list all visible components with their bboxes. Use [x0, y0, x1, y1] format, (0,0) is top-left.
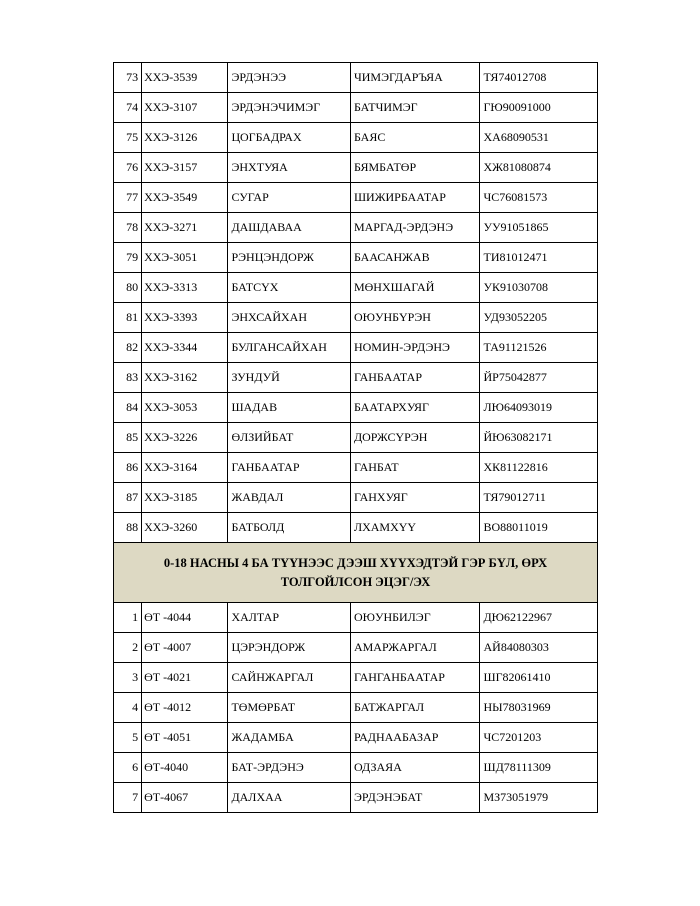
registration-number-cell: ВО88011019 [480, 513, 598, 543]
section-title: 0-18 НАСНЫ 4 БА ТҮҮНЭЭС ДЭЭШ ХҮҮХЭДТЭЙ ГЭР БҮЛ, ӨРХ ТОЛГОЙЛСОН ЭЦЭГ/ЭХ [114, 543, 598, 603]
given-name-cell: БУЛГАНСАЙХАН [228, 333, 351, 363]
household-code-cell: ӨТ -4012 [142, 693, 228, 723]
given-name-cell: БАТБОЛД [228, 513, 351, 543]
second-name-cell: МӨНХШАГАЙ [350, 273, 480, 303]
row-number-cell: 3 [114, 663, 142, 693]
registration-number-cell: ЧС7201203 [480, 723, 598, 753]
second-name-cell: БАТЖАРГАЛ [350, 693, 480, 723]
row-number-cell: 80 [114, 273, 142, 303]
registration-number-cell: ХЖ81080874 [480, 153, 598, 183]
given-name-cell: ТӨМӨРБАТ [228, 693, 351, 723]
second-name-cell: АМАРЖАРГАЛ [350, 633, 480, 663]
table-row [114, 453, 598, 483]
row-number-cell: 1 [114, 603, 142, 633]
household-code-cell: ХХЭ-3185 [142, 483, 228, 513]
table-row [114, 663, 598, 693]
row-number-cell: 78 [114, 213, 142, 243]
household-code-cell: ХХЭ-3344 [142, 333, 228, 363]
second-name-cell: ЛХАМХҮҮ [350, 513, 480, 543]
table-body [114, 63, 598, 813]
table-row [114, 153, 598, 183]
second-name-cell: ГАНБААТАР [350, 363, 480, 393]
given-name-cell: ЭРДЭНЭЭ [228, 63, 351, 93]
household-code-cell: ӨТ -4021 [142, 663, 228, 693]
row-number-cell: 77 [114, 183, 142, 213]
given-name-cell: ДАШДАВАА [228, 213, 351, 243]
table-row [114, 183, 598, 213]
table-row [114, 93, 598, 123]
given-name-cell: СУГАР [228, 183, 351, 213]
given-name-cell: САЙНЖАРГАЛ [228, 663, 351, 693]
table-row [114, 483, 598, 513]
table-row [114, 693, 598, 723]
row-number-cell: 7 [114, 783, 142, 813]
row-number-cell: 5 [114, 723, 142, 753]
registration-number-cell: ТИ81012471 [480, 243, 598, 273]
household-code-cell: ХХЭ-3126 [142, 123, 228, 153]
household-code-cell: ХХЭ-3162 [142, 363, 228, 393]
registration-number-cell: ЙЮ63082171 [480, 423, 598, 453]
registration-number-cell: ЧС76081573 [480, 183, 598, 213]
household-code-cell: ХХЭ-3051 [142, 243, 228, 273]
registration-number-cell: УД93052205 [480, 303, 598, 333]
household-code-cell: ӨТ -4051 [142, 723, 228, 753]
beneficiary-table [113, 62, 598, 813]
household-code-cell: ХХЭ-3313 [142, 273, 228, 303]
household-code-cell: ХХЭ-3393 [142, 303, 228, 333]
household-code-cell: ХХЭ-3107 [142, 93, 228, 123]
table-row [114, 393, 598, 423]
second-name-cell: ДОРЖСҮРЭН [350, 423, 480, 453]
registration-number-cell: ГЮ90091000 [480, 93, 598, 123]
registration-number-cell: АЙ84080303 [480, 633, 598, 663]
row-number-cell: 83 [114, 363, 142, 393]
second-name-cell: ГАНБАТ [350, 453, 480, 483]
second-name-cell: МАРГАД-ЭРДЭНЭ [350, 213, 480, 243]
row-number-cell: 75 [114, 123, 142, 153]
row-number-cell: 74 [114, 93, 142, 123]
row-number-cell: 86 [114, 453, 142, 483]
second-name-cell: ГАНГАНБААТАР [350, 663, 480, 693]
registration-number-cell: ЙР75042877 [480, 363, 598, 393]
household-code-cell: ӨТ -4007 [142, 633, 228, 663]
registration-number-cell: УК91030708 [480, 273, 598, 303]
given-name-cell: ХАЛТАР [228, 603, 351, 633]
registration-number-cell: НЫ78031969 [480, 693, 598, 723]
row-number-cell: 87 [114, 483, 142, 513]
household-code-cell: ХХЭ-3164 [142, 453, 228, 483]
given-name-cell: ЭРДЭНЭЧИМЭГ [228, 93, 351, 123]
second-name-cell: НОМИН-ЭРДЭНЭ [350, 333, 480, 363]
second-name-cell: БЯМБАТӨР [350, 153, 480, 183]
table-row [114, 633, 598, 663]
second-name-cell: БААТАРХУЯГ [350, 393, 480, 423]
second-name-cell: БАТЧИМЭГ [350, 93, 480, 123]
section-header-row [114, 543, 598, 603]
table-row [114, 603, 598, 633]
household-code-cell: ӨТ-4067 [142, 783, 228, 813]
row-number-cell: 84 [114, 393, 142, 423]
household-code-cell: ХХЭ-3549 [142, 183, 228, 213]
registration-number-cell: ЛЮ64093019 [480, 393, 598, 423]
second-name-cell: БААСАНЖАВ [350, 243, 480, 273]
table-row [114, 513, 598, 543]
row-number-cell: 2 [114, 633, 142, 663]
given-name-cell: ШАДАВ [228, 393, 351, 423]
household-code-cell: ӨТ -4044 [142, 603, 228, 633]
table-row [114, 123, 598, 153]
household-code-cell: ХХЭ-3053 [142, 393, 228, 423]
given-name-cell: ЭНХСАЙХАН [228, 303, 351, 333]
table-row [114, 783, 598, 813]
given-name-cell: БАТСҮХ [228, 273, 351, 303]
given-name-cell: ЖАДАМБА [228, 723, 351, 753]
table-row [114, 273, 598, 303]
table-row [114, 753, 598, 783]
second-name-cell: ОДЗАЯА [350, 753, 480, 783]
household-code-cell: ХХЭ-3157 [142, 153, 228, 183]
registration-number-cell: ХА68090531 [480, 123, 598, 153]
given-name-cell: ГАНБААТАР [228, 453, 351, 483]
household-code-cell: ХХЭ-3226 [142, 423, 228, 453]
given-name-cell: РЭНЦЭНДОРЖ [228, 243, 351, 273]
row-number-cell: 82 [114, 333, 142, 363]
given-name-cell: ЖАВДАЛ [228, 483, 351, 513]
row-number-cell: 76 [114, 153, 142, 183]
registration-number-cell: УУ91051865 [480, 213, 598, 243]
registration-number-cell: ТЯ74012708 [480, 63, 598, 93]
second-name-cell: ГАНХУЯГ [350, 483, 480, 513]
second-name-cell: ШИЖИРБААТАР [350, 183, 480, 213]
table-row [114, 363, 598, 393]
given-name-cell: ӨЛЗИЙБАТ [228, 423, 351, 453]
given-name-cell: ЦОГБАДРАХ [228, 123, 351, 153]
given-name-cell: ЭНХТУЯА [228, 153, 351, 183]
given-name-cell: БАТ-ЭРДЭНЭ [228, 753, 351, 783]
table-row [114, 63, 598, 93]
second-name-cell: ОЮУНБИЛЭГ [350, 603, 480, 633]
household-code-cell: ӨТ-4040 [142, 753, 228, 783]
row-number-cell: 79 [114, 243, 142, 273]
table-row [114, 333, 598, 363]
household-code-cell: ХХЭ-3260 [142, 513, 228, 543]
second-name-cell: БАЯС [350, 123, 480, 153]
second-name-cell: РАДНААБАЗАР [350, 723, 480, 753]
row-number-cell: 88 [114, 513, 142, 543]
table-row [114, 423, 598, 453]
given-name-cell: ЦЭРЭНДОРЖ [228, 633, 351, 663]
registration-number-cell: ТЯ79012711 [480, 483, 598, 513]
registration-number-cell: ШД78111309 [480, 753, 598, 783]
second-name-cell: ЧИМЭГДАРЪЯА [350, 63, 480, 93]
table-row [114, 303, 598, 333]
table-row [114, 243, 598, 273]
registration-number-cell: МЗ73051979 [480, 783, 598, 813]
registration-number-cell: ХК81122816 [480, 453, 598, 483]
registration-number-cell: ДЮ62122967 [480, 603, 598, 633]
row-number-cell: 6 [114, 753, 142, 783]
household-code-cell: ХХЭ-3271 [142, 213, 228, 243]
registration-number-cell: ШГ82061410 [480, 663, 598, 693]
second-name-cell: ЭРДЭНЭБАТ [350, 783, 480, 813]
row-number-cell: 73 [114, 63, 142, 93]
table-row [114, 213, 598, 243]
row-number-cell: 4 [114, 693, 142, 723]
registration-number-cell: ТА91121526 [480, 333, 598, 363]
given-name-cell: ДАЛХАА [228, 783, 351, 813]
table-row [114, 723, 598, 753]
row-number-cell: 81 [114, 303, 142, 333]
given-name-cell: ЗУНДУЙ [228, 363, 351, 393]
second-name-cell: ОЮУНБҮРЭН [350, 303, 480, 333]
household-code-cell: ХХЭ-3539 [142, 63, 228, 93]
row-number-cell: 85 [114, 423, 142, 453]
